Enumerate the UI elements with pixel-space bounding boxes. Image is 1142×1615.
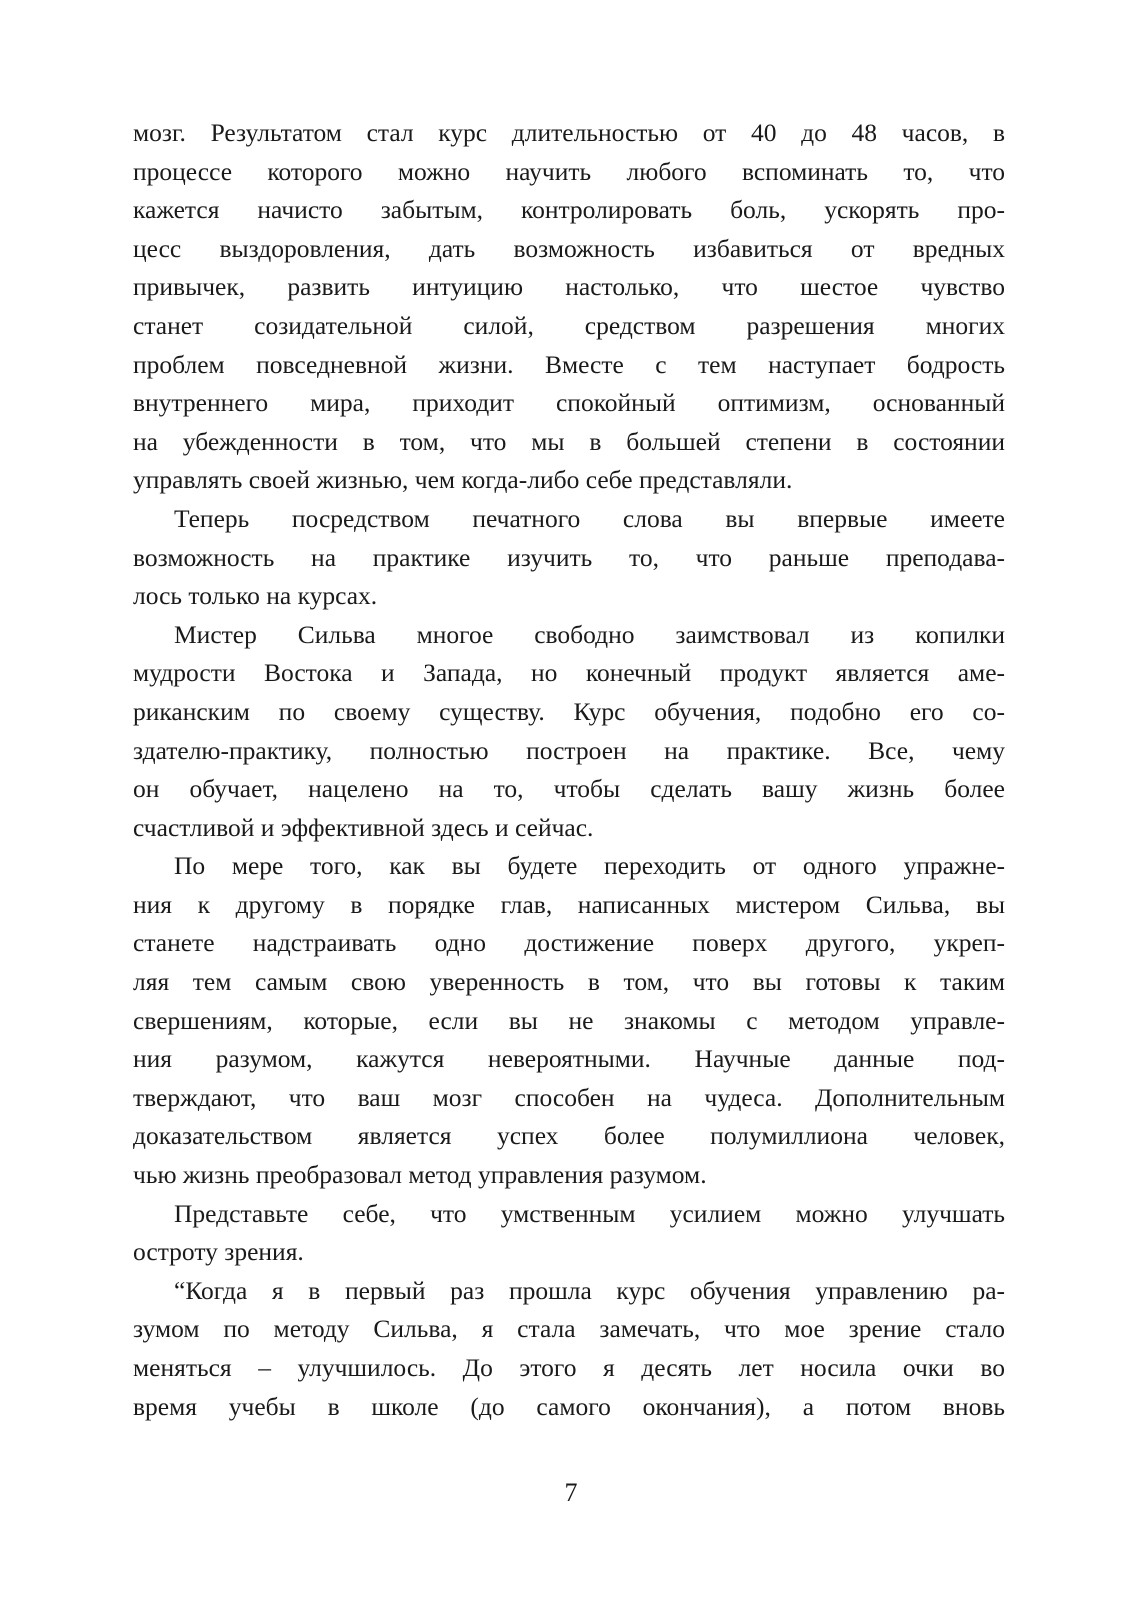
text-line: цесс выздоровления, дать возможность избавиться от вредных — [133, 233, 1005, 263]
text-line: внутреннего мира, приходит спокойный оптимизм, основанный — [133, 388, 1005, 418]
text-line: Мистер Сильва многое свободно заимствовал из копилки — [174, 619, 1005, 649]
text-line: лось только на курсах. — [133, 581, 378, 611]
text-line: возможность на практике изучить то, что раньше преподава- — [133, 542, 1005, 572]
text-line: свершениям, которые, если вы не знакомы с методом управле- — [133, 1005, 1005, 1035]
text-line: Теперь посредством печатного слова вы впервые имеете — [174, 503, 1005, 533]
text-line: он обучает, нацелено на то, чтобы сделать вашу жизнь более — [133, 774, 1005, 804]
text-line: здателю-практику, полностью построен на практике. Все, чему — [133, 735, 1005, 765]
text-line: станет созидательной силой, средством разрешения многих — [133, 310, 1005, 340]
text-line: станете надстраивать одно достижение поверх другого, укреп- — [133, 928, 1005, 958]
text-line: чью жизнь преобразовал метод управления разумом. — [133, 1160, 707, 1190]
text-line: процессе которого можно научить любого вспоминать то, что — [133, 156, 1005, 186]
text-line: зумом по методу Сильва, я стала замечать, что мое зрение стало — [133, 1314, 1005, 1344]
text-line: Представьте себе, что умственным усилием можно улучшать — [174, 1198, 1005, 1228]
text-line: управлять своей жизнью, чем когда-либо себе представляли. — [133, 465, 793, 495]
text-line: мозг. Результатом стал курс длительностью от 40 до 48 часов, в — [133, 118, 1005, 147]
text-line: привычек, развить интуицию настолько, что шестое чувство — [133, 272, 1005, 302]
text-line: проблем повседневной жизни. Вместе с тем наступает бодрость — [133, 349, 1005, 379]
page-number: 7 — [564, 1478, 578, 1507]
text-line: тверждают, что ваш мозг способен на чудеса. Дополнительным — [133, 1082, 1005, 1112]
text-line: доказательством является успех более полумиллиона человек, — [133, 1121, 1005, 1151]
text-line: ния к другому в порядке глав, написанных мистером Сильва, вы — [133, 889, 1005, 919]
text-line: меняться – улучшилось. До этого я десять лет носила очки во — [133, 1353, 1005, 1382]
text-line: мудрости Востока и Запада, но конечный продукт является аме- — [133, 658, 1005, 688]
text-line: время учебы в школе (до самого окончания), а потом вновь — [133, 1391, 1005, 1421]
text-line: остроту зрения. — [133, 1237, 304, 1267]
text-line: на убежденности в том, что мы в большей степени в состоянии — [133, 426, 1005, 456]
text-line: счастливой и эффективной здесь и сейчас. — [133, 812, 594, 842]
text-line: ляя тем самым свою уверенность в том, что вы готовы к таким — [133, 967, 1005, 997]
text-line: кажется начисто забытым, контролировать боль, ускорять про- — [133, 195, 1005, 225]
text-line: ния разумом, кажутся невероятными. Научные данные под- — [133, 1044, 1005, 1074]
body-text — [133, 114, 1005, 1426]
text-line: По мере того, как вы будете переходить от одного упражне- — [174, 851, 1005, 881]
text-line: риканским по своему существу. Курс обучения, подобно его со- — [133, 696, 1005, 726]
text-line: “Когда я в первый раз прошла курс обучения управлению ра- — [174, 1275, 1005, 1305]
